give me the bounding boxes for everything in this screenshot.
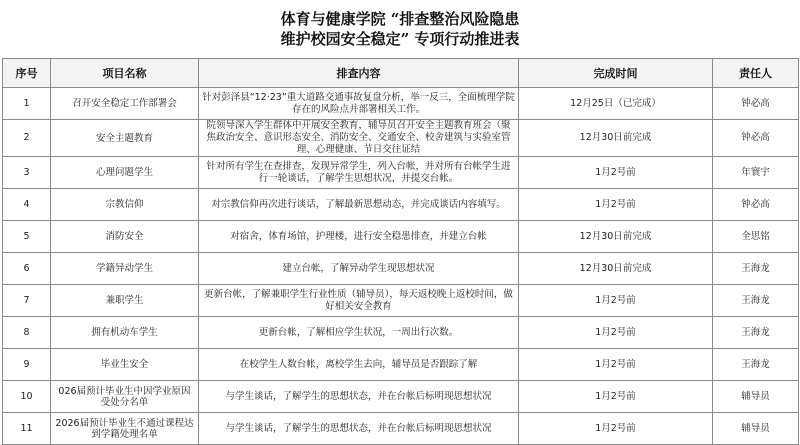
cell-project-name: 兼职学生 <box>51 285 199 317</box>
cell-completion-time: 1月2号前 <box>519 157 713 189</box>
cell-no: 4 <box>3 189 51 221</box>
cell-project-name: 毕业生安全 <box>51 349 199 381</box>
document-title <box>0 0 800 58</box>
cell-no: 7 <box>3 285 51 317</box>
cell-completion-time: 1月2号前 <box>519 349 713 381</box>
cell-project-name: 学籍异动学生 <box>51 253 199 285</box>
cell-check-content: 对宗教信仰再次进行谈话，了解最新思想动态，并完成谈话内容填写。 <box>199 189 519 221</box>
cell-completion-time: 12月25日（已完成） <box>519 88 713 120</box>
cell-completion-time: 1月2号前 <box>519 317 713 349</box>
cell-no: 1 <box>3 88 51 120</box>
cell-completion-time: 1月2号前 <box>519 189 713 221</box>
cell-no: 3 <box>3 157 51 189</box>
table-row <box>3 189 799 221</box>
cell-check-content: 更新台帐，了解兼职学生行业性质（辅导员），每天返校晚上返校时间，做好相关安全教育 <box>199 285 519 317</box>
title-line-2: 维护校园安全稳定” 专项行动推进表 <box>280 30 520 48</box>
cell-no: 6 <box>3 253 51 285</box>
cell-owner: 钟必高 <box>713 88 799 120</box>
table-row <box>3 317 799 349</box>
header-owner: 责任人 <box>713 59 799 88</box>
cell-completion-time: 1月2号前 <box>519 381 713 413</box>
cell-owner: 年寰宇 <box>713 157 799 189</box>
header-project-name: 项目名称 <box>51 59 199 88</box>
table-row <box>3 349 799 381</box>
cell-no: 2 <box>3 120 51 157</box>
progress-table <box>2 58 799 445</box>
cell-completion-time: 1月2号前 <box>519 285 713 317</box>
header-check-content: 排查内容 <box>199 59 519 88</box>
table-row <box>3 120 799 157</box>
cell-owner: 王海龙 <box>713 253 799 285</box>
cell-check-content: 更新台帐，了解相应学生状况，一周出行次数。 <box>199 317 519 349</box>
cell-owner: 钟必高 <box>713 189 799 221</box>
cell-no: 5 <box>3 221 51 253</box>
cell-no: 8 <box>3 317 51 349</box>
cell-owner: 钟必高 <box>713 120 799 157</box>
cell-no: 9 <box>3 349 51 381</box>
cell-project-name: 安全主题教育 <box>51 120 199 157</box>
cell-check-content: 与学生谈话，了解学生的思想状态，并在台帐后标明现思想状况 <box>199 381 519 413</box>
cell-project-name: 宗教信仰 <box>51 189 199 221</box>
cell-owner: 辅导员 <box>713 413 799 445</box>
cell-project-name: 2026届预计毕业生不通过课程达到学籍处理名单 <box>51 413 199 445</box>
cell-no: 10 <box>3 381 51 413</box>
table-header-row <box>3 59 799 88</box>
title-line-1: 体育与健康学院 “排查整治风险隐患 <box>280 10 520 28</box>
cell-completion-time: 12月30日前完成 <box>519 221 713 253</box>
table-row <box>3 88 799 120</box>
cell-owner: 辅导员 <box>713 381 799 413</box>
cell-owner: 王海龙 <box>713 285 799 317</box>
header-no: 序号 <box>3 59 51 88</box>
cell-owner: 王海龙 <box>713 317 799 349</box>
table-row <box>3 221 799 253</box>
cell-project-name: 召开安全稳定工作部署会 <box>51 88 199 120</box>
cell-check-content: 与学生谈话，了解学生的思想状态，并在台帐后标明现思想状况 <box>199 413 519 445</box>
cell-check-content: 建立台帐，了解异动学生现思想状况 <box>199 253 519 285</box>
table-row <box>3 285 799 317</box>
cell-completion-time: 1月2号前 <box>519 413 713 445</box>
cell-check-content: 院领导深入学生群体中开展安全教育，辅导员召开安全主题教育班会（聚焦政治安全、意识形态安全、消防安全、交通安全、校舍建筑与实验室管理、心理健康、节日交往证结 <box>199 120 519 157</box>
cell-no: 11 <box>3 413 51 445</box>
cell-project-name: 026届预计毕业生中因学业原因受处分名单 <box>51 381 199 413</box>
cell-check-content: 在校学生人数台帐，离校学生去向，辅导员是否跟踪了解 <box>199 349 519 381</box>
table-row <box>3 381 799 413</box>
table-row <box>3 253 799 285</box>
cell-check-content: 对宿舍，体育场馆，护理楼，进行安全稳患排查，并建立台帐 <box>199 221 519 253</box>
cell-owner: 全思铭 <box>713 221 799 253</box>
cell-completion-time: 12月30日前完成 <box>519 253 713 285</box>
cell-completion-time: 12月30日前完成 <box>519 120 713 157</box>
cell-check-content: 针对所有学生在查排查，发现异常学生，列入台帐，并对所有台帐学生进行一轮谈话，了解学生思想状况，并提交台帐。 <box>199 157 519 189</box>
cell-project-name: 心理问题学生 <box>51 157 199 189</box>
header-completion-time: 完成时间 <box>519 59 713 88</box>
cell-project-name: 拥有机动车学生 <box>51 317 199 349</box>
table-row <box>3 413 799 445</box>
cell-project-name: 消防安全 <box>51 221 199 253</box>
cell-owner: 王海龙 <box>713 349 799 381</box>
cell-check-content: 针对彭泽县“12·23”重大道路交通事故复盘分析，举一反三，全面梳理学院存在的风险点并部署相关工作。 <box>199 88 519 120</box>
table-row <box>3 157 799 189</box>
